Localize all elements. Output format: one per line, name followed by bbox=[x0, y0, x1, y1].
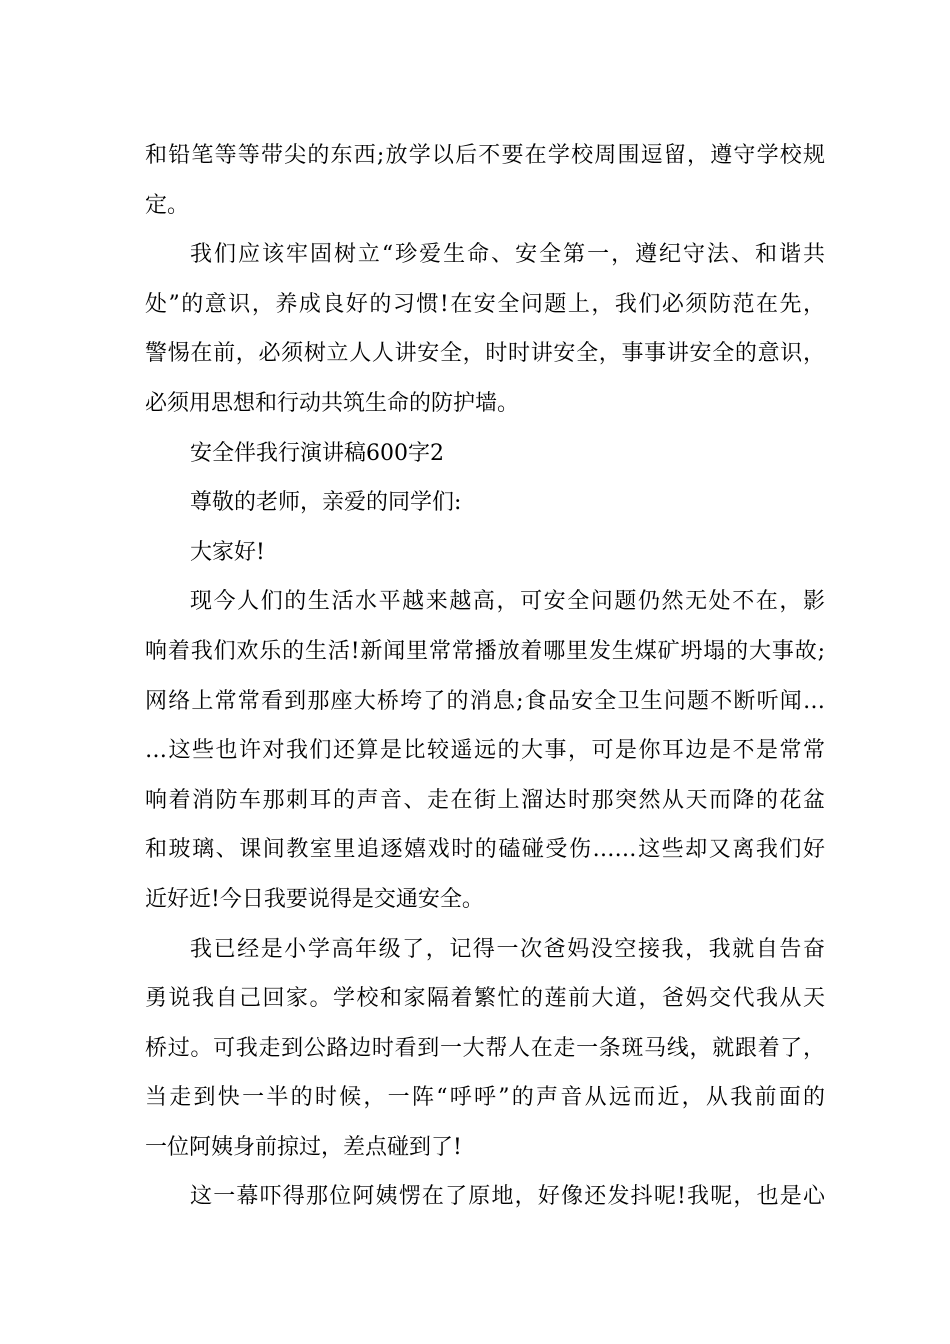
text-line: 我已经是小学高年级了，记得一次爸妈没空接我，我就自告奋 bbox=[190, 936, 825, 962]
text-line: 必须用思想和行动共筑生命的防护墙。 bbox=[145, 390, 520, 416]
text-line: 和铅笔等等带尖的东西;放学以后不要在学校周围逗留，遵守学校规 bbox=[145, 143, 825, 168]
text-line: …这些也许对我们还算是比较遥远的大事，可是你耳边是不是常常 bbox=[145, 738, 825, 764]
text-line: 近好近!今日我要说得是交通安全。 bbox=[145, 886, 484, 912]
text-line: 这一幕吓得那位阿姨愣在了原地，好像还发抖呢!我呢，也是心 bbox=[190, 1184, 825, 1210]
text-line: 和玻璃、课间教室里追逐嬉戏时的磕碰受伤……这些却又离我们好 bbox=[145, 837, 825, 863]
text-line: 网络上常常看到那座大桥垮了的消息;食品安全卫生问题不断听闻… bbox=[145, 688, 825, 714]
text-line: 警惕在前，必须树立人人讲安全，时时讲安全，事事讲安全的意识， bbox=[145, 341, 825, 367]
text-line: 尊敬的老师，亲爱的同学们: bbox=[190, 490, 462, 516]
text-line: 现今人们的生活水平越来越高，可安全问题仍然无处不在，影 bbox=[190, 589, 825, 615]
document-body bbox=[145, 131, 825, 1222]
text-line: 一位阿姨身前掠过，差点碰到了! bbox=[145, 1134, 462, 1160]
text-line: 响着我们欢乐的生活!新闻里常常播放着哪里发生煤矿坍塌的大事故; bbox=[145, 638, 825, 664]
text-line: 当走到快一半的时候，一阵“呼呼”的声音从远而近，从我前面的 bbox=[145, 1085, 825, 1111]
text-line: 勇说我自己回家。学校和家隔着繁忙的莲前大道，爸妈交代我从天 bbox=[145, 986, 825, 1012]
text-line: 响着消防车那刺耳的声音、走在街上溜达时那突然从天而降的花盆 bbox=[145, 787, 825, 813]
text-line: 我们应该牢固树立“珍爱生命、安全第一，遵纪守法、和谐共 bbox=[190, 242, 825, 268]
text-line: 安全伴我行演讲稿600字2 bbox=[190, 440, 444, 466]
text-line: 桥过。可我走到公路边时看到一大帮人在走一条斑马线，就跟着了， bbox=[145, 1035, 825, 1061]
text-line: 定。 bbox=[145, 192, 190, 218]
text-line: 处”的意识，养成良好的习惯!在安全问题上，我们必须防范在先， bbox=[145, 291, 825, 317]
text-line: 大家好! bbox=[190, 539, 265, 565]
